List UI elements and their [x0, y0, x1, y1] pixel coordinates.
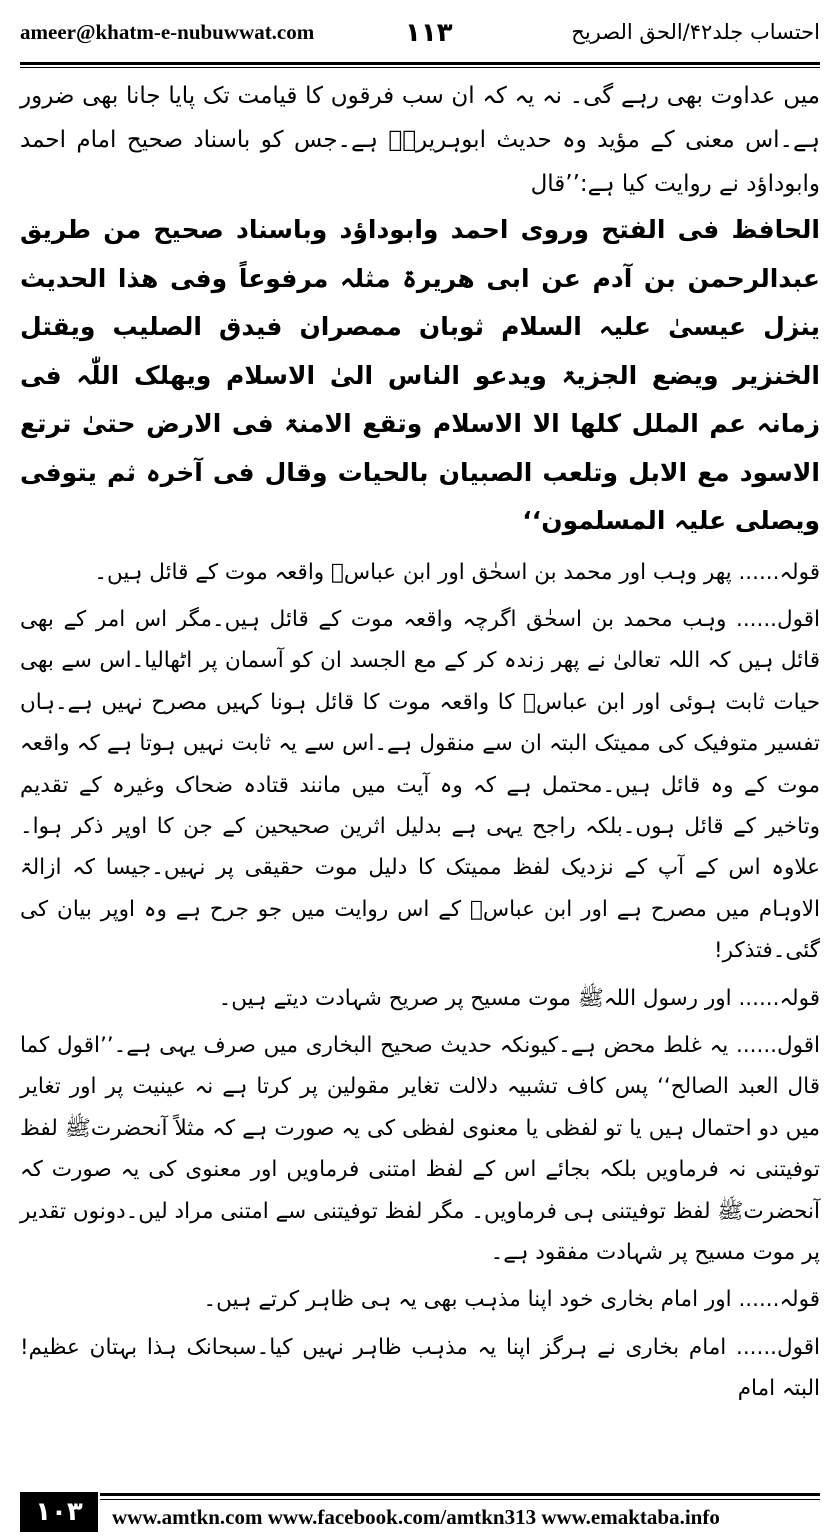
page-header: [20, 18, 820, 58]
header-rule-thick: [20, 62, 820, 65]
footer-website-links[interactable]: www.amtkn.com www.facebook.com/amtkn313 www.emaktaba.info: [112, 1505, 720, 1529]
qaul-paragraph-1: قولہ...... پھر وہب اور محمد بن اسحٰق اور ابن عباسؓ واقعہ موت کے قائل ہیں۔: [94, 559, 820, 585]
aqool-paragraph-2: اقول...... یہ غلط محض ہے۔کیونکہ حدیث صحیح البخاری میں صرف یہی ہے۔’’اقول کما قال العبد الصالح‘‘ پس کاف تشبیہ دلالت تغایر مقولین پر کرتا ہے نہ عینیت پر اور تغایر میں دو احتمال ہیں یا تو لفظی یا معنوی لفظی کی یہ صورت ہے کہ مثلاً آنحضرتﷺ لفظ توفیتنی نہ فرماویں بلکہ بجائے اس کے لفظ امتنی فرماویں اور معنوی کی یہ صورت کہ آنحضرتﷺ لفظ توفیتنی ہی فرماویں۔ مگر لفظ توفیتنی سے امتنی مراد لیں۔دونوں تقدیر پر موت مسیح پر شہادت مفقود ہے۔: [20, 1032, 820, 1265]
footer-rule-thin: [100, 1499, 820, 1500]
qaul-paragraph-3: قولہ...... اور امام بخاری خود اپنا مذہب بھی یہ ہی ظاہر کرتے ہیں۔: [203, 1287, 820, 1313]
aqool-paragraph-3: اقول...... امام بخاری نے ہرگز اپنا یہ مذہب ظاہر نہیں کیا۔سبحانک ہذا بہتان عظیم! البتہ امام: [20, 1334, 820, 1402]
page-body: [20, 74, 820, 1410]
footer-rule-thick: [100, 1493, 820, 1496]
intro-paragraph: میں عداوت بھی رہے گی۔ نہ یہ کہ ان سب فرقوں کا قیامت تک پایا جانا بھی ضرور ہے۔اس معنی کے مؤید وہ حدیث ابوہریرہؓ ہے۔جس کو باسناد صحیح امام احمد وابوداؤد نے روایت کیا ہے:’’قال: [20, 83, 820, 197]
header-email: ameer@khatm-e-nubuwwat.com: [20, 20, 315, 44]
footer-page-number: ۱۰۳: [20, 1492, 98, 1532]
aqool-paragraph-1: اقول...... وہب محمد بن اسحٰق اگرچہ واقعہ موت کے قائل ہیں۔مگر اس امر کے بھی قائل ہیں کہ اللہ تعالیٰ نے پھر زندہ کر کے مع الجسد ان کو آسمان پر اٹھالیا۔اس سے بھی حیات ثابت ہوئی اور ابن عباسؓ کا واقعہ موت کا قائل ہونا کہیں مصرح نہیں ہے۔ہاں تفسیر متوفیک کی ممیتک البتہ ان سے منقول ہے۔اس سے یہ ثابت نہیں ہوتا ہے کہ واقعہ موت کے وہ قائل ہیں۔محتمل ہے کہ وہ آیت میں مانند قتادہ ضحاک وغیرہ کے تقدیم وتاخیر کے قائل ہوں۔بلکہ راجح یہی ہے بدلیل اثرین صحیحین کے جن کا اوپر ذکر ہوا۔علاوہ اس کے آپ کے نزدیک لفظ ممیتک کا دلیل موت حقیقی پر نہیں۔جیسا کہ ازالۃ الاوہام میں مصرح ہے اور ابن عباسؓ کے اس روایت میں جو جرح ہے وہ اوپر بیان کی گئی۔فتذکر!: [20, 606, 820, 964]
qaul-paragraph-2: قولہ...... اور رسول اللہﷺ موت مسیح پر صریح شہادت دیتے ہیں۔: [218, 985, 820, 1011]
header-rule-thin: [20, 67, 820, 68]
header-book-title: احتساب جلد۴۲/الحق الصریح: [571, 20, 820, 44]
header-page-number: ۱۱۳: [405, 18, 453, 48]
arabic-quotation: الحافظ فی الفتح وروی احمد وابوداؤد وباسناد صحیح من طریق عبدالرحمن بن آدم عن ابی ھریرۃ مثلہ مرفوعاً وفی ھذا الحدیث ینزل عیسیٰ علیہ السلام ثوبان ممصران فیدق الصلیب ویقتل الخنزیر ویضع الجزیۃ ویدعو الناس الیٰ الاسلام ویھلک اللّٰہ فی زمانہ عم الملل کلھا الا الاسلام وتقع الامنۃ فی الارض حتیٰ ترتع الاسود مع الابل وتلعب الصبیان بالحیات وقال فی آخرہ ثم یتوفی ویصلی علیہ المسلمون‘‘: [20, 215, 820, 535]
